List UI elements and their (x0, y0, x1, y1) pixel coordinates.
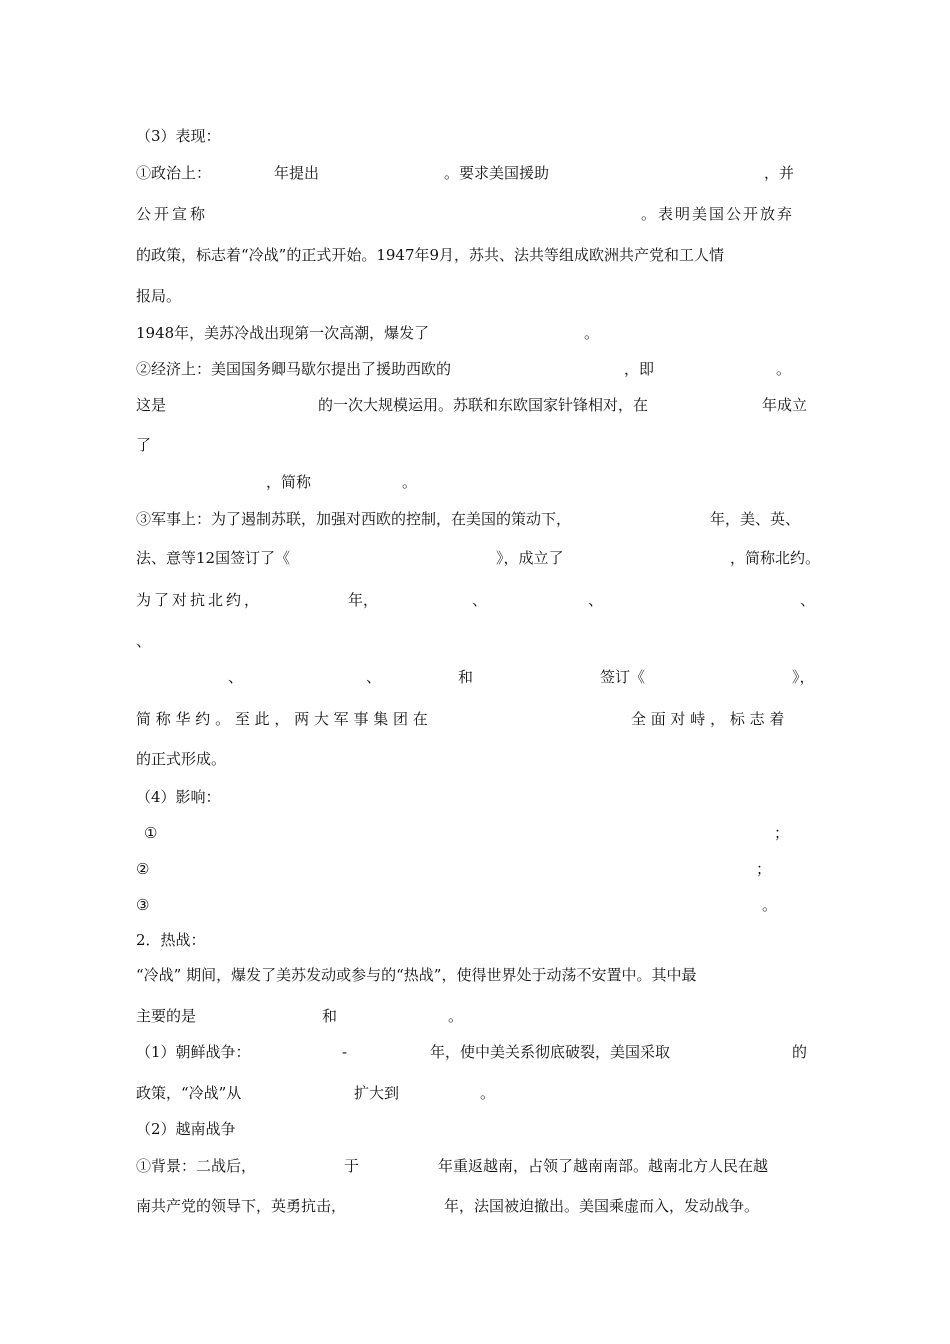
text-segment: 了 (136, 436, 152, 454)
military-line-3 (136, 589, 816, 611)
text-segment: 签订《 (600, 668, 646, 686)
text-segment: 的 (792, 1043, 808, 1061)
text-segment: 全 面 对 峙 ， 标 志 着 (631, 710, 785, 728)
text-segment: ； (756, 860, 772, 878)
political-line-3 (136, 244, 816, 266)
text-segment: 。 (584, 324, 600, 342)
text-segment: 。 (402, 473, 418, 491)
text-segment: 的政策，标志着“冷战”的正式开始。1947年9月，苏共、法共等组成欧洲共产党和工人情 (136, 246, 725, 264)
text-segment: ，即 (624, 360, 655, 378)
text-segment: 扩大到 (354, 1084, 400, 1102)
text-segment: 、 (472, 591, 488, 609)
text-segment: 年成立 (762, 396, 808, 414)
military-line-4 (136, 630, 816, 652)
hot-war-heading (136, 929, 816, 951)
text-segment: 。 (448, 1007, 464, 1025)
military-line-5 (136, 666, 816, 688)
heading-text: （3）表现： (136, 127, 221, 145)
text-segment: 。表明美国公开放弃 (641, 205, 795, 223)
military-line-6 (136, 708, 816, 730)
text-segment: 主要的是 (136, 1007, 197, 1025)
military-line-7 (136, 748, 816, 770)
text-segment: 。 (480, 1084, 496, 1102)
text-segment: 。要求美国援助 (444, 164, 550, 182)
text-segment: 、 (228, 668, 244, 686)
text-segment: “冷战” 期间，爆发了美苏发动或参与的“热战”，使得世界处于动荡不安置中。其中最 (136, 966, 697, 984)
korean-war-line-1 (136, 1041, 816, 1063)
section-4-heading (136, 786, 816, 808)
text-segment: 、 (366, 668, 382, 686)
vietnam-war-line-1 (136, 1155, 816, 1177)
text-segment: 和 (322, 1007, 338, 1025)
text-segment: 的正式形成。 (136, 750, 227, 768)
vietnam-war-line-2 (136, 1195, 816, 1217)
text-segment: 》，成立了 (496, 549, 564, 567)
korean-war-line-2 (136, 1082, 816, 1104)
text-segment: 年，法国被迫撤出。美国乘虚而入，发动战争。 (444, 1197, 760, 1215)
text-segment: ，简称 (266, 473, 312, 491)
text-segment: 年，使中美关系彻底破裂，美国采取 (430, 1043, 671, 1061)
political-line-4 (136, 285, 816, 307)
text-segment: （1）朝鲜战争： (136, 1043, 251, 1061)
heading-text: （2）越南战争 (136, 1120, 236, 1138)
list-marker: ① (144, 824, 158, 842)
military-line-1 (136, 508, 816, 530)
economic-line-3 (136, 434, 816, 456)
economic-line-1 (136, 358, 816, 380)
text-segment: ，简称北约。 (730, 549, 821, 567)
text-segment: 和 (458, 668, 474, 686)
text-segment: 、 (136, 632, 152, 650)
text-segment: - (342, 1043, 348, 1061)
text-segment: 政策，“冷战”从 (136, 1084, 242, 1102)
text-segment: ③军事上：为了遏制苏联，加强对西欧的控制，在美国的策动下， (136, 510, 572, 528)
text-segment: 1948年，美苏冷战出现第一次高潮，爆发了 (136, 324, 430, 342)
economic-line-4 (136, 471, 816, 493)
text-segment: ，并 (764, 164, 795, 182)
impact-item-3 (136, 894, 816, 916)
heading-text: 2．热战： (136, 931, 206, 949)
text-segment: 报局。 (136, 287, 182, 305)
impact-item-2 (136, 858, 816, 880)
text-segment: 公开宣称 (136, 205, 209, 223)
text-segment: 年，美、英、 (710, 510, 801, 528)
text-segment: 、 (800, 591, 816, 609)
text-segment: 、 (588, 591, 604, 609)
economic-line-2 (136, 394, 816, 416)
military-line-2 (136, 547, 821, 569)
text-segment: 的一次大规模运用。苏联和东欧国家针锋相对，在 (318, 396, 649, 414)
text-segment: ①背景：二战后， (136, 1157, 257, 1175)
text-segment: ②经济上：美国国务卿马歇尔提出了援助西欧的 (136, 360, 452, 378)
text-segment: 。 (776, 360, 792, 378)
text-segment: 年重返越南，占领了越南南部。越南北方人民在越 (438, 1157, 769, 1175)
text-segment: ①政治上： (136, 164, 212, 182)
political-line-2 (136, 203, 816, 225)
hot-war-line-1 (136, 964, 816, 986)
text-segment: 这是 (136, 396, 167, 414)
text-segment: 法、意等12国签订了《 (136, 549, 291, 567)
list-marker: ③ (136, 896, 150, 914)
political-line-1 (136, 162, 816, 184)
text-segment: 。 (762, 896, 778, 914)
vietnam-war-heading (136, 1118, 816, 1140)
hot-war-line-2 (136, 1005, 816, 1027)
text-segment: ； (774, 824, 790, 842)
berlin-crisis-line (136, 322, 816, 344)
impact-item-1 (136, 822, 816, 844)
text-segment: 于 (344, 1157, 360, 1175)
text-segment: 简 称 华 约 。 至 此 ， 两 大 军 事 集 团 在 (136, 710, 428, 728)
text-segment: 年提出 (274, 164, 320, 182)
list-marker: ② (136, 860, 150, 878)
section-3-heading (136, 125, 816, 147)
text-segment: 南共产党的领导下，英勇抗击， (136, 1197, 347, 1215)
text-segment: 为了对抗北约， (136, 591, 263, 609)
heading-text: （4）影响： (136, 788, 221, 806)
text-segment: 》， (792, 668, 815, 686)
text-segment: 年， (348, 591, 379, 609)
